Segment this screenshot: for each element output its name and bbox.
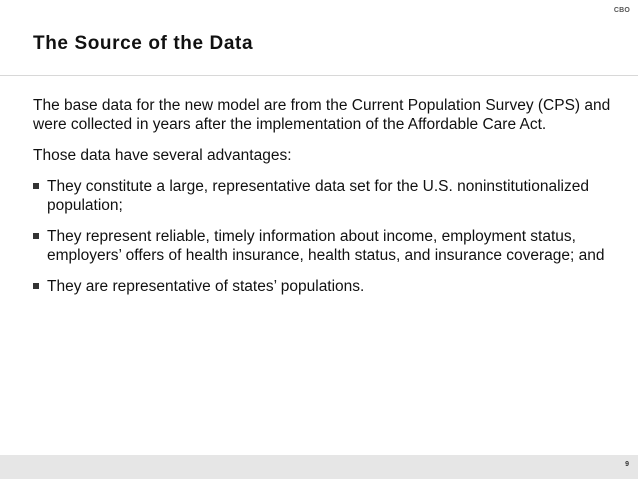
page-number: 9 — [625, 461, 629, 468]
org-label: CBO — [613, 7, 630, 14]
advantages-list — [33, 177, 618, 296]
square-bullet-icon — [33, 233, 39, 239]
list-item-text: They are representative of states’ populations. — [47, 278, 365, 295]
lead-paragraph: Those data have several advantages: — [33, 147, 292, 164]
title-divider — [0, 75, 638, 76]
square-bullet-icon — [33, 183, 39, 189]
intro-paragraph: The base data for the new model are from the Current Population Survey (CPS) and were collected in years after the implementation of the Affordable Care Act. — [33, 97, 611, 133]
list-item — [33, 177, 618, 215]
square-bullet-icon — [33, 283, 39, 289]
footer-bar — [0, 455, 638, 479]
list-item — [33, 227, 618, 265]
slide-body — [33, 96, 618, 308]
list-item — [33, 277, 618, 296]
list-item-text: They constitute a large, representative data set for the U.S. noninstitutionalized population; — [47, 178, 589, 214]
slide-title: The Source of the Data — [33, 33, 254, 54]
list-item-text: They represent reliable, timely information about income, employment status, employers’ offers of health insurance, health status, and insurance coverage; and — [47, 228, 605, 264]
